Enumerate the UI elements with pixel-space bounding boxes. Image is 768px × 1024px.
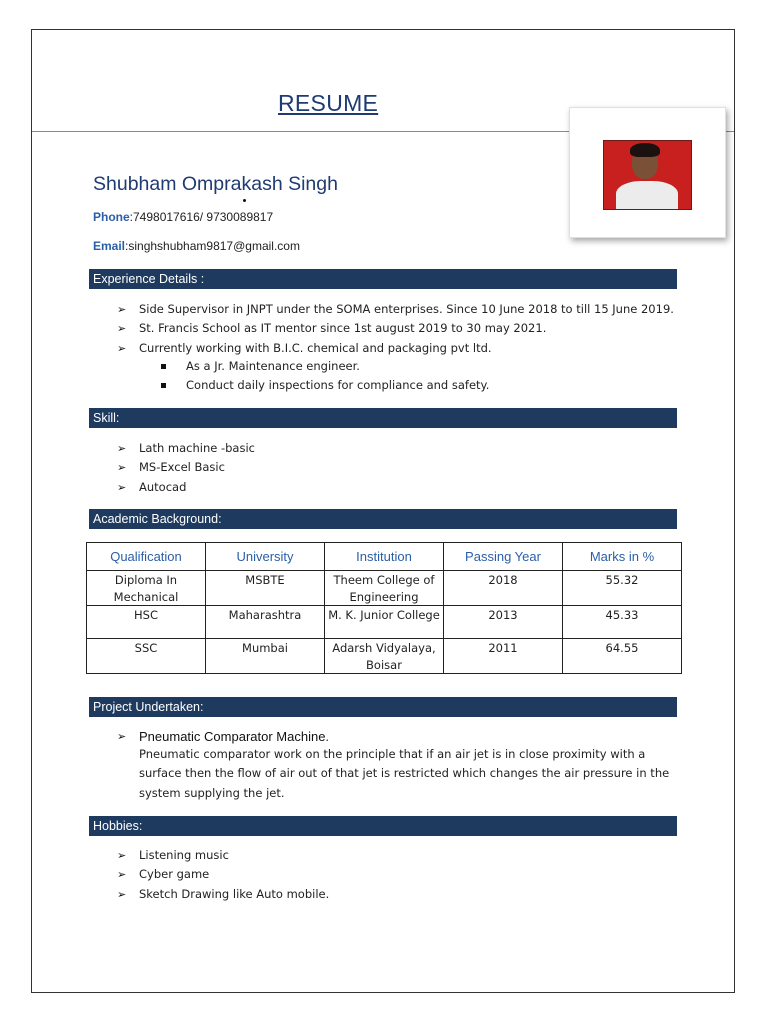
table-cell: HSC: [87, 606, 206, 639]
arrow-bullet-icon: ➢: [117, 730, 127, 743]
arrow-bullet-icon: ➢: [117, 849, 127, 862]
list-item: ➢ MS-Excel Basic: [117, 458, 255, 477]
table-cell: Diploma In Mechanical: [87, 571, 206, 606]
section-project-header: Project Undertaken:: [89, 697, 677, 717]
table-cell: 55.32: [563, 571, 682, 606]
table-cell: 2013: [444, 606, 563, 639]
square-bullet-icon: [161, 383, 166, 388]
table-cell: M. K. Junior College: [325, 606, 444, 639]
arrow-bullet-icon: ➢: [117, 480, 127, 494]
phone-label: Phone: [93, 210, 130, 224]
skill-list: [117, 439, 255, 497]
list-item: ➢ Currently working with B.I.C. chemical and packaging pvt ltd.: [117, 339, 674, 358]
table-row: [87, 606, 682, 639]
phone-line: [93, 210, 273, 224]
table-cell: Theem College of Engineering: [325, 571, 444, 606]
arrow-bullet-icon: ➢: [117, 442, 127, 455]
square-bullet-icon: [161, 364, 166, 369]
arrow-bullet-icon: ➢: [117, 868, 127, 882]
photo-shirt: [616, 181, 678, 210]
column-header: University: [206, 543, 325, 571]
table-cell: 64.55: [563, 639, 682, 674]
arrow-bullet-icon: ➢: [117, 341, 127, 355]
table-cell: SSC: [87, 639, 206, 674]
list-item: ➢ Lath machine -basic: [117, 439, 255, 458]
table-header-row: [87, 543, 682, 571]
column-header: Passing Year: [444, 543, 563, 571]
candidate-name: Shubham Omprakash Singh: [93, 173, 338, 195]
column-header: Marks in %: [563, 543, 682, 571]
stray-dot: [243, 199, 246, 202]
column-header: Qualification: [87, 543, 206, 571]
table-cell: 45.33: [563, 606, 682, 639]
table-row: [87, 639, 682, 674]
section-experience-header: Experience Details :: [89, 269, 677, 289]
list-item: ➢ Sketch Drawing like Auto mobile.: [117, 885, 329, 904]
project-title-period: .: [325, 730, 330, 744]
table-cell: Maharashtra: [206, 606, 325, 639]
experience-list: [117, 300, 674, 358]
table-cell: 2011: [444, 639, 563, 674]
project-title: Pneumatic Comparator Machine: [139, 729, 326, 744]
project-description: Pneumatic comparator work on the principle that if an air jet is in close proximity with a surface then the flow of air out of that jet is restricted which changes the air pressure in the system supplying the jet.: [139, 747, 670, 800]
list-item: ➢ Autocad: [117, 478, 255, 497]
list-item: [117, 727, 329, 746]
photo-hair: [630, 143, 660, 157]
table-cell: Adarsh Vidyalaya, Boisar: [325, 639, 444, 674]
table-cell: MSBTE: [206, 571, 325, 606]
list-item: ➢ Cyber game: [117, 865, 329, 884]
arrow-bullet-icon: ➢: [117, 322, 127, 336]
resume-title: RESUME: [278, 90, 379, 116]
arrow-bullet-icon: ➢: [117, 461, 127, 475]
email-value[interactable]: :singhshubham9817@gmail.com: [125, 239, 300, 253]
experience-sublist: [161, 357, 489, 394]
arrow-bullet-icon: ➢: [117, 887, 127, 901]
profile-photo: [603, 140, 692, 210]
email-label: Email: [93, 239, 126, 253]
arrow-bullet-icon: ➢: [117, 303, 127, 316]
table-cell: 2018: [444, 571, 563, 606]
section-hobbies-header: Hobbies:: [89, 816, 677, 836]
list-item: ➢ Side Supervisor in JNPT under the SOMA enterprises. Since 10 June 2018 to till 15 June 2019.: [117, 300, 674, 319]
table-cell: Mumbai: [206, 639, 325, 674]
column-header: Institution: [325, 543, 444, 571]
project-list: [117, 727, 329, 746]
section-skill-header: Skill:: [89, 408, 677, 428]
hobbies-list: [117, 846, 329, 904]
section-academic-header: Academic Background:: [89, 509, 677, 529]
list-item: ➢ Listening music: [117, 846, 329, 865]
list-item: ➢ St. Francis School as IT mentor since 1st august 2019 to 30 may 2021.: [117, 319, 674, 338]
list-item: As a Jr. Maintenance engineer.: [161, 357, 489, 376]
email-line: [93, 239, 300, 253]
list-item: Conduct daily inspections for compliance and safety.: [161, 376, 489, 395]
academic-table: [86, 542, 682, 674]
phone-value: :7498017616/ 9730089817: [129, 210, 274, 224]
table-row: [87, 571, 682, 606]
